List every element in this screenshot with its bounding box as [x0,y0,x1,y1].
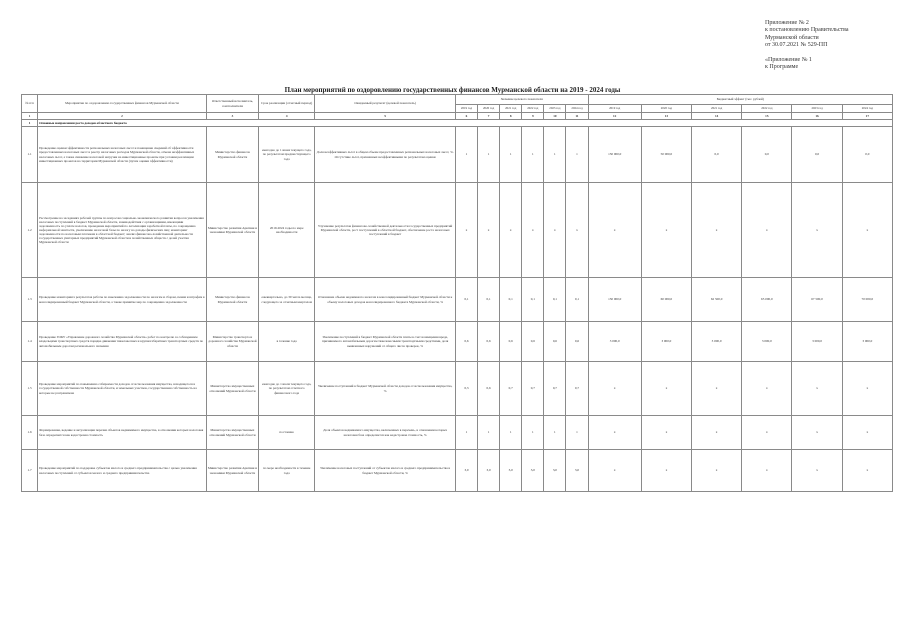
target-value: 0,6 [544,322,566,362]
row-result: Доля объектов недвижимого имущества, включенных в перечень, в отношении которых налоговая база определяется как кадастровая стоимость, % [315,416,456,450]
target-value: 0,1 [455,278,477,322]
row-executor: Министерство развития Арктики и экономики Мурманской области [206,450,258,492]
budget-effect-value: x [742,362,792,416]
section-row [22,120,893,127]
row-term: 2019-2024 годы по мере необходимости [259,183,315,278]
target-value: 3,0 [544,450,566,492]
budget-effect-value: 50 000,0 [641,127,691,183]
row-result: Увеличение поступлений в бюджет Мурманской области доходов от использования имущества, % [315,362,456,416]
target-value: 1 [566,127,588,183]
target-value: 1 [522,127,544,183]
budget-effect-value: 3 000,0 [641,322,691,362]
budget-effect-value: 150 000,0 [588,127,641,183]
target-value: 1 [544,127,566,183]
annex-block [765,20,900,72]
column-number: 6 [455,113,477,120]
budget-effect-value: x [588,362,641,416]
row-measure: Рассмотрение на заседаниях рабочей группы по вопросам социально-экономического развития вопросов увеличения налоговых поступлений в бюджет Мурманской области, взаимодействия с организациями, имеющими задолженность по уплате налогов, проведение мероприятий по легализации заработной платы, по сокращению неформальной занятости, увеличению налоговой базы по налогу на доходы физических лиц; мониторинг задолженности по налоговым платежам в областной бюджет; анализ финансово-хозяйственной деятельности государственных унитарных предприятий Мурманской области и хозяйственных обществ с долей участия Мурманской области [38,183,207,278]
measures-table [21,94,893,492]
budget-effect-value: x [641,183,691,278]
budget-effect-value: 150 000,0 [588,278,641,322]
row-measure: Проведение оценки эффективности региональных налоговых льгот и помещение сведений об эффективности предоставленных налоговых льгот в реестр налоговых расходов Мурманской области, отмена неэффективных налоговых льгот, а также снижение налоговой нагрузки на инвестиционные проекты при условии реализации инвестиционных проектов на территории Мурманской области (путем оценки эффективности) [38,127,207,183]
column-number: 14 [692,113,742,120]
target-value: 0,1 [500,278,522,322]
row-result: Улучшение результатов финансово-хозяйственной деятельности государственных предприятий Мурманской области, рост поступлений в областной бюджет, обеспечение роста налоговых поступлений в бюджет [315,183,456,278]
row-num: 1.1 [22,127,38,183]
target-value: 0,7 [566,362,588,416]
column-number: 12 [588,113,641,120]
table-row [22,127,893,183]
table-row [22,362,893,416]
target-value: 0,1 [478,278,500,322]
column-number: 11 [566,113,588,120]
target-value: 0,6 [500,322,522,362]
column-number: 7 [478,113,500,120]
budget-effect-value: x [842,416,892,450]
row-num: 1.2 [22,183,38,278]
target-value: x [478,183,500,278]
budget-effect-value: 62 500,0 [692,278,742,322]
column-number: 1 [22,113,38,120]
row-result: Отношение объема недоимки по налогам в консолидированный бюджет Мурманской области к объему налоговых доходов консолидированного бюджета Мурманской области, % [315,278,456,322]
table-row [22,416,893,450]
target-value: 0,7 [544,362,566,416]
table-row [22,183,893,278]
annex-line [765,50,900,57]
budget-effect-value: 0,0 [692,127,742,183]
section-title: Основные направления роста доходов областного бюджета [38,120,893,127]
header-measure: Мероприятие по оздоровлению государственных финансов Мурманской области [38,95,207,113]
target-value: 1 [455,127,477,183]
budget-effect-value: x [792,362,842,416]
annex-line: к Программе [765,64,799,71]
target-value: 0,3 [455,362,477,416]
year-header: 2019 год [455,105,477,113]
table-row [22,450,893,492]
row-term: ежегодно до 1 июня текущего года, по результатам предшествующего года [259,127,315,183]
header-target-values: Значение целевого показателя [455,95,588,105]
row-num: 1.5 [22,362,38,416]
budget-effect-value: x [641,450,691,492]
row-executor: Министерство финансов Мурманской области [206,127,258,183]
row-term: в течение года [259,322,315,362]
row-executor: Министерство имущественных отношений Мурманской области [206,362,258,416]
budget-effect-value: x [588,183,641,278]
row-result: Увеличение налоговых поступлений от субъектов малого и среднего предпринимательства в бюджет Мурманской области, % [315,450,456,492]
budget-effect-value: x [792,416,842,450]
target-value: 3,0 [500,450,522,492]
year-header: 2019 год [588,105,641,113]
budget-effect-value: x [842,183,892,278]
budget-effect-value: 0,0 [792,127,842,183]
budget-effect-value: x [692,362,742,416]
row-num: 1.3 [22,278,38,322]
annex-line: Мурманской области [765,34,819,41]
column-number: 8 [500,113,522,120]
column-number: 2 [38,113,207,120]
budget-effect-value: x [692,183,742,278]
target-value: 0,6 [478,362,500,416]
column-number: 10 [544,113,566,120]
year-header: 2021 год [500,105,522,113]
budget-effect-value: 65 000,0 [742,278,792,322]
budget-effect-value: x [792,183,842,278]
target-value: x [544,183,566,278]
budget-effect-value: 60 000,0 [641,278,691,322]
target-value: 3,0 [455,450,477,492]
table-row [22,278,893,322]
row-num: 1.7 [22,450,38,492]
target-value: 0,7 [522,362,544,416]
target-value: 0,6 [522,322,544,362]
target-value: 1 [500,416,522,450]
annex-line: Приложение № 2 [765,20,809,26]
row-result: Увеличение поступлений в бюджет Мурманской области платы в счет возмещения вреда, причиняемого автомобильным дорогам тяжеловесными транспортными средствами, доля выявленных нарушений от общего числа проверок, % [315,322,456,362]
header-term: Срок реализации (отчетный период) [259,95,315,113]
column-number: 17 [842,113,892,120]
column-number: 4 [259,113,315,120]
year-header: 2024 год [842,105,892,113]
row-num: 1.4 [22,322,38,362]
row-executor: Министерство имущественных отношений Мурманской области [206,416,258,450]
header-row [22,95,893,105]
page-title: План мероприятий по оздоровлению государственных финансов Мурманской области на 2019 - 2024 годы [284,86,621,94]
annex-line: от 30.07.2021 № 529-ПП [765,42,828,49]
year-header: 2022 год [522,105,544,113]
column-number: 16 [792,113,842,120]
column-number: 3 [206,113,258,120]
row-measure: Проведение мероприятий по поддержке субъектов малого и среднего предпринимательства с целью увеличения налоговых поступлений от субъектов малого и среднего предпринимательства [38,450,207,492]
budget-effect-value: x [692,450,742,492]
budget-effect-value: x [742,183,792,278]
header-executor: Ответственный исполнитель, соисполнители [206,95,258,113]
budget-effect-value: x [641,416,691,450]
target-value: 0,6 [478,322,500,362]
section-num: 1 [22,120,38,127]
column-number: 9 [522,113,544,120]
row-term: постоянно [259,416,315,450]
target-value: 1 [522,416,544,450]
target-value: 0,6 [455,322,477,362]
row-result: Доля неэффективных льгот в общем объеме предоставленных региональных налоговых льгот, %. Отсутствие льгот, признанных неэффективными по результатам оценки [315,127,456,183]
target-value: 1 [566,416,588,450]
budget-effect-value: 3 000,0 [588,322,641,362]
budget-effect-value: x [692,416,742,450]
column-number: 5 [315,113,456,120]
target-value: 1 [478,416,500,450]
column-number: 13 [641,113,691,120]
row-term: ежеквартально, до 30 числа месяца, следующего за отчетным кварталом [259,278,315,322]
row-term: по мере необходимости в течение года [259,450,315,492]
budget-effect-value: x [742,416,792,450]
budget-effect-value: 0,0 [742,127,792,183]
row-executor: Министерство финансов Мурманской области [206,278,258,322]
budget-effect-value: x [842,450,892,492]
row-measure: Проведение мероприятий по повышению собираемости доходов от использования имущества, находящегося в государственной собственности Мурманской области, и земельных участков, государственная собственность на которые не разграничена [38,362,207,416]
target-value: x [522,183,544,278]
target-value: 1 [455,416,477,450]
budget-effect-value: 70 000,0 [842,278,892,322]
annex-line: «Приложение № 1 [765,57,812,64]
target-value: 0,1 [522,278,544,322]
target-value: 1 [478,127,500,183]
budget-effect-value: x [742,450,792,492]
budget-effect-value: 3 000,0 [792,322,842,362]
target-value: x [566,183,588,278]
budget-effect-value: x [792,450,842,492]
year-header: 2020 год [478,105,500,113]
row-measure: Проведение мониторинга результатов работы по взысканию задолженности по налогам и сборам, пеням и штрафам в консолидированный бюджет Мурманской области, а также принятие мер по сокращению задолженности [38,278,207,322]
budget-effect-value: 3 000,0 [692,322,742,362]
target-value: x [500,183,522,278]
year-header: 2023 год [792,105,842,113]
year-header: 2024 год [566,105,588,113]
row-measure: Формирование, ведение и актуализация перечня объектов недвижимого имущества, в отношении которых налоговая база определяется как кадастровая стоимость [38,416,207,450]
year-header: 2023 год [544,105,566,113]
row-measure: Проведение ГОКУ «Управление дорожного хозяйства Мурманской области» работ по контролю за соблюдением владельцами транспортных средств порядка движения тяжеловесных и крупногабаритных транспортных средств по автомобильным дорогам регионального значения [38,322,207,362]
row-executor: Министерство развития Арктики и экономики Мурманской области [206,183,258,278]
row-term: ежегодно до 1 июля текущего года, по результатам отчетного финансового года [259,362,315,416]
row-executor: Министерство транспорта и дорожного хозяйства Мурманской области [206,322,258,362]
budget-effect-value: 3 000,0 [842,322,892,362]
year-header: 2020 год [641,105,691,113]
target-value: 3,0 [522,450,544,492]
target-value: 0,1 [544,278,566,322]
annex-line: к постановлению Правительства [765,27,849,34]
target-value: 1 [500,127,522,183]
column-number: 15 [742,113,792,120]
target-value: 1 [544,416,566,450]
budget-effect-value: x [588,450,641,492]
year-header: 2021 год [692,105,742,113]
budget-effect-value: x [588,416,641,450]
target-value: 0,7 [500,362,522,416]
row-num: 1.6 [22,416,38,450]
budget-effect-value: x [641,362,691,416]
header-result: Ожидаемый результат (целевой показатель) [315,95,456,113]
table-row [22,322,893,362]
budget-effect-value: 0,0 [842,127,892,183]
target-value: 3,0 [566,450,588,492]
budget-effect-value: x [842,362,892,416]
column-numbers-row [22,113,893,120]
budget-effect-value: 67 500,0 [792,278,842,322]
year-header: 2022 год [742,105,792,113]
target-value: 0,1 [566,278,588,322]
target-value: x [455,183,477,278]
target-value: 0,6 [566,322,588,362]
target-value: 3,0 [478,450,500,492]
budget-effect-value: 3 000,0 [742,322,792,362]
header-num: № п/п [22,95,38,113]
header-budget-effect: Бюджетный эффект (тыс. рублей) [588,95,892,105]
